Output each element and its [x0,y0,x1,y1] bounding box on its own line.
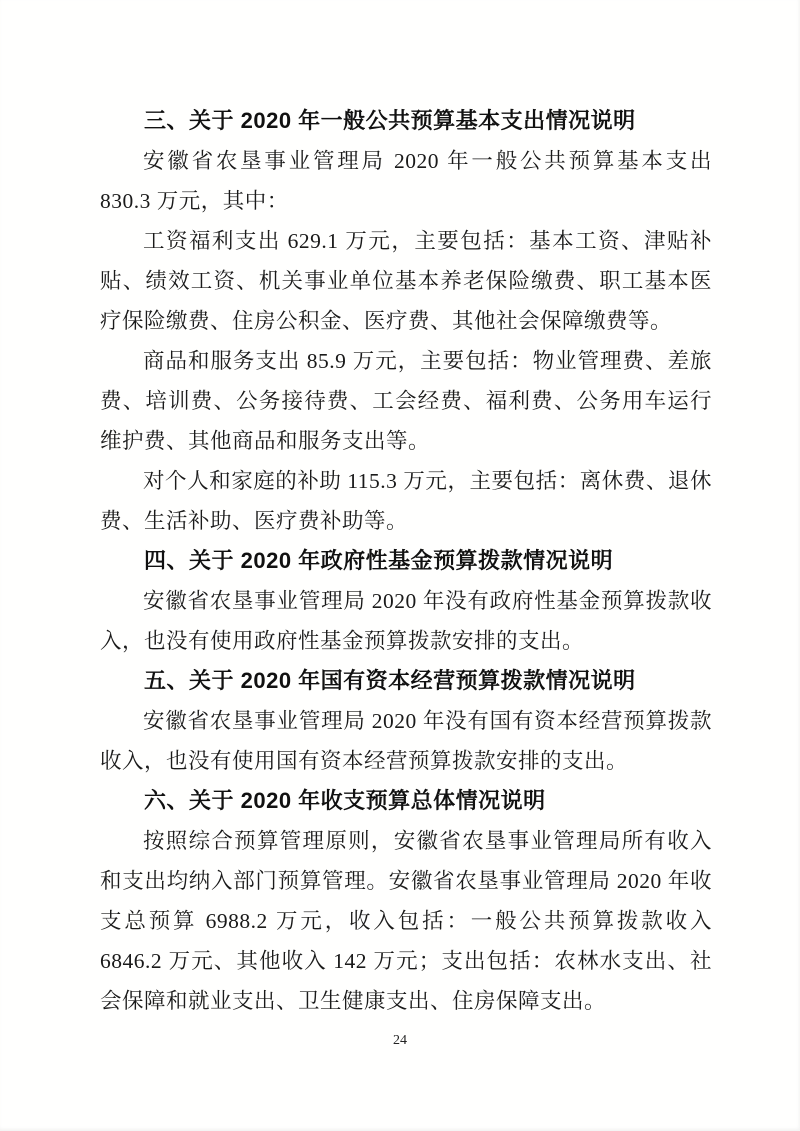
para-individual-family-subsidy: 对个人和家庭的补助 115.3 万元，主要包括：离休费、退休费、生活补助、医疗费补助等。 [100,469,712,533]
para-wages-benefits: 工资福利支出 629.1 万元，主要包括：基本工资、津贴补贴、绩效工资、机关事业单位基本养老保险缴费、职工基本医疗保险缴费、住房公积金、医疗费、其他社会保障缴费等。 [100,229,712,333]
document-content [100,101,712,1021]
section-heading-gov-fund-budget: 四、关于 2020 年政府性基金预算拨款情况说明 [144,548,614,573]
section-heading-overall-budget: 六、关于 2020 年收支预算总体情况说明 [144,788,546,813]
page-number: 24 [393,1033,407,1048]
section-heading-basic-expenditure: 三、关于 2020 年一般公共预算基本支出情况说明 [144,108,636,133]
para-goods-services: 商品和服务支出 85.9 万元，主要包括：物业管理费、差旅费、培训费、公务接待费、工会经费、福利费、公务用车运行维护费、其他商品和服务支出等。 [100,349,712,453]
para-state-capital-budget: 安徽省农垦事业管理局 2020 年没有国有资本经营预算拨款收入，也没有使用国有资本经营预算拨款安排的支出。 [100,709,712,773]
para-overall-budget: 按照综合预算管理原则，安徽省农垦事业管理局所有收入和支出均纳入部门预算管理。安徽省农垦事业管理局 2020 年收支总预算 6988.2 万元，收入包括：一般公共预算拨款收入 6846.2 万元、其他收入 142 万元；支出包括：农林水支出、社会保障和就业支出、卫生健康支出、住房保障支出。 [100,829,712,1013]
para-gov-fund-budget: 安徽省农垦事业管理局 2020 年没有政府性基金预算拨款收入，也没有使用政府性基金预算拨款安排的支出。 [100,589,712,653]
para-basic-expenditure-total: 安徽省农垦事业管理局 2020 年一般公共预算基本支出 830.3 万元，其中： [100,149,712,213]
section-heading-state-capital-budget: 五、关于 2020 年国有资本经营预算拨款情况说明 [144,668,636,693]
